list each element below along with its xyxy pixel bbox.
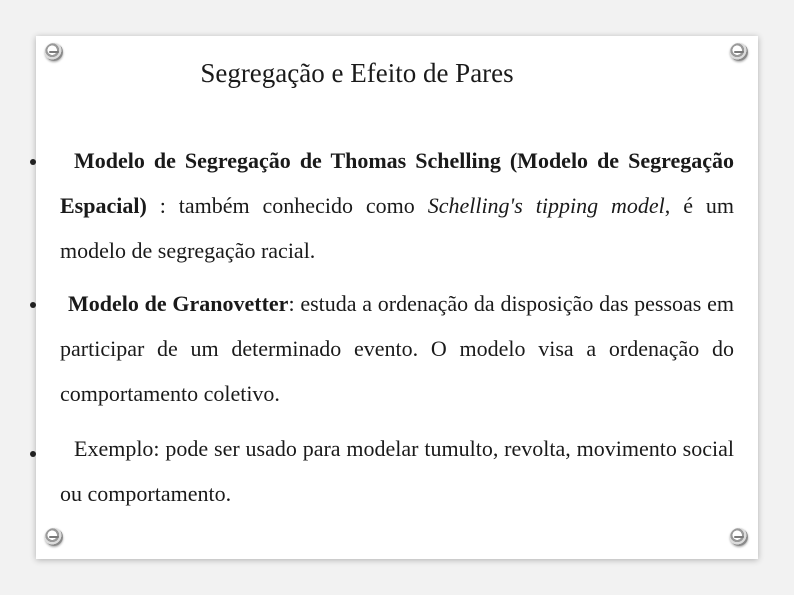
bullet-dot-icon — [30, 302, 36, 308]
bullet-granovetter — [60, 281, 734, 416]
bullet-2-text: : estuda a ordenação da disposição das pessoas em participar de um determinado evento. O modelo visa a ordenação do comportamento coletivo. — [60, 291, 735, 406]
bullet-1-bold: Modelo de Segregação de Thomas Schelling (Modelo de Segregação Espacial) — [60, 148, 734, 218]
pin-icon-bottom-right — [730, 528, 748, 546]
bullet-dot-icon — [30, 451, 36, 457]
bullet-1-italic: Schelling's tipping model — [427, 193, 665, 218]
bullet-exemplo — [60, 426, 734, 516]
pin-icon-top-right — [730, 43, 748, 61]
bullet-schelling — [60, 138, 734, 273]
bullet-dot-icon — [30, 159, 36, 165]
slide-title: Segregação e Efeito de Pares — [200, 58, 514, 88]
bullet-1-text-2: , é um modelo de segregação racial. — [60, 193, 735, 263]
bullet-3-text: Exemplo: pode ser usado para modelar tumulto, revolta, movimento social ou comportamento. — [60, 436, 734, 506]
bullet-1-text-1: : também conhecido como — [146, 193, 428, 218]
bullet-2-bold: Modelo de Granovetter — [68, 291, 289, 316]
pin-icon-bottom-left — [45, 528, 63, 546]
